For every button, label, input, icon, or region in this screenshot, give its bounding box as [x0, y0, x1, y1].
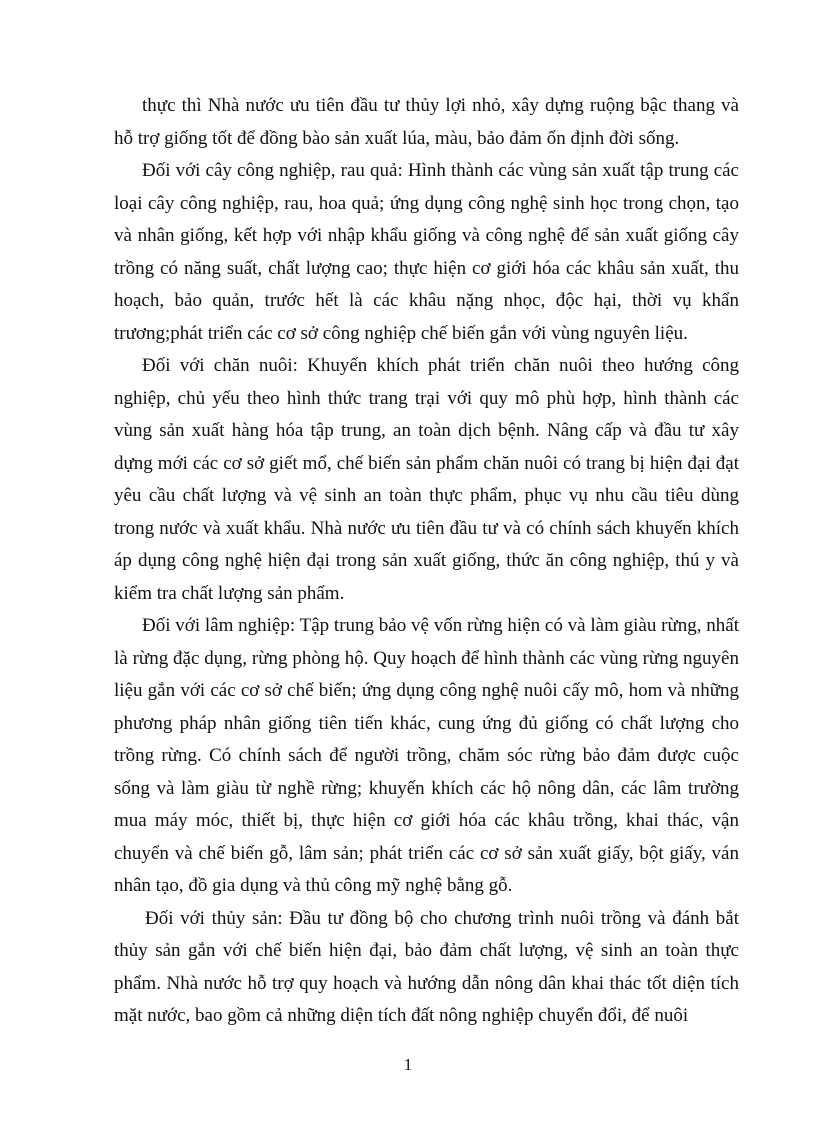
- document-body: [114, 90, 739, 1033]
- paragraph-livestock: Đối với chăn nuôi: Khuyến khích phát triển chăn nuôi theo hướng công nghiệp, chủ yếu theo hình thức trang trại với quy mô phù hợp, hình thành các vùng sản xuất hàng hóa tập trung, an toàn dịch bệnh. Nâng cấp và đầu tư xây dựng mới các cơ sở giết mổ, chế biến sản phẩm chăn nuôi có trang bị hiện đại đạt yêu cầu chất lượng và vệ sinh an toàn thực phẩm, phục vụ nhu cầu tiêu dùng trong nước và xuất khẩu. Nhà nước ưu tiên đầu tư và có chính sách khuyến khích áp dụng công nghệ hiện đại trong sản xuất giống, thức ăn công nghiệp, thú y và kiểm tra chất lượng sản phẩm.: [114, 355, 739, 604]
- paragraph-fisheries: Đối với thủy sản: Đầu tư đồng bộ cho chương trình nuôi trồng và đánh bắt thủy sản gắn với chế biến hiện đại, bảo đảm chất lượng, vệ sinh an toàn thực phẩm. Nhà nước hỗ trợ quy hoạch và hướng dẫn nông dân khai thác tốt diện tích mặt nước, bao gồm cả những diện tích đất nông nghiệp chuyển đổi, để nuôi: [114, 907, 739, 1026]
- page-number: 1: [403, 1055, 413, 1074]
- paragraph-industrial-crops: Đối với cây công nghiệp, rau quả: Hình thành các vùng sản xuất tập trung các loại cây công nghiệp, rau, hoa quả; ứng dụng công nghệ sinh học trong chọn, tạo và nhân giống, kết hợp với nhập khẩu giống và công nghệ để sản xuất giống cây trồng có năng suất, chất lượng cao; thực hiện cơ giới hóa các khâu sản xuất, thu hoạch, bảo quản, trước hết là các khâu nặng nhọc, độc hại, thời vụ khẩn trương;phát triển các cơ sở công nghiệp chế biến gắn với vùng nguyên liệu.: [114, 160, 739, 344]
- paragraph-forestry: Đối với lâm nghiệp: Tập trung bảo vệ vốn rừng hiện có và làm giàu rừng, nhất là rừng đặc dụng, rừng phòng hộ. Quy hoạch để hình thành các vùng rừng nguyên liệu gắn với các cơ sở chế biến; ứng dụng công nghệ nuôi cấy mô, hom và những phương pháp nhân giống tiên tiến khác, cung ứng đủ giống có chất lượng cho trồng rừng. Có chính sách để người trồng, chăm sóc rừng bảo đảm được cuộc sống và làm giàu từ nghề rừng; khuyến khích các hộ nông dân, các lâm trường mua máy móc, thiết bị, thực hiện cơ giới hóa các khâu trồng, khai thác, vận chuyển và chế biến gỗ, lâm sản; phát triển các cơ sở sản xuất giấy, bột giấy, ván nhân tạo, đồ gia dụng và thủ công mỹ nghệ bằng gỗ.: [114, 615, 739, 896]
- paragraph-continuation: thực thì Nhà nước ưu tiên đầu tư thủy lợi nhỏ, xây dựng ruộng bậc thang và hỗ trợ giống tốt để đồng bào sản xuất lúa, màu, bảo đảm ổn định đời sống.: [114, 95, 739, 149]
